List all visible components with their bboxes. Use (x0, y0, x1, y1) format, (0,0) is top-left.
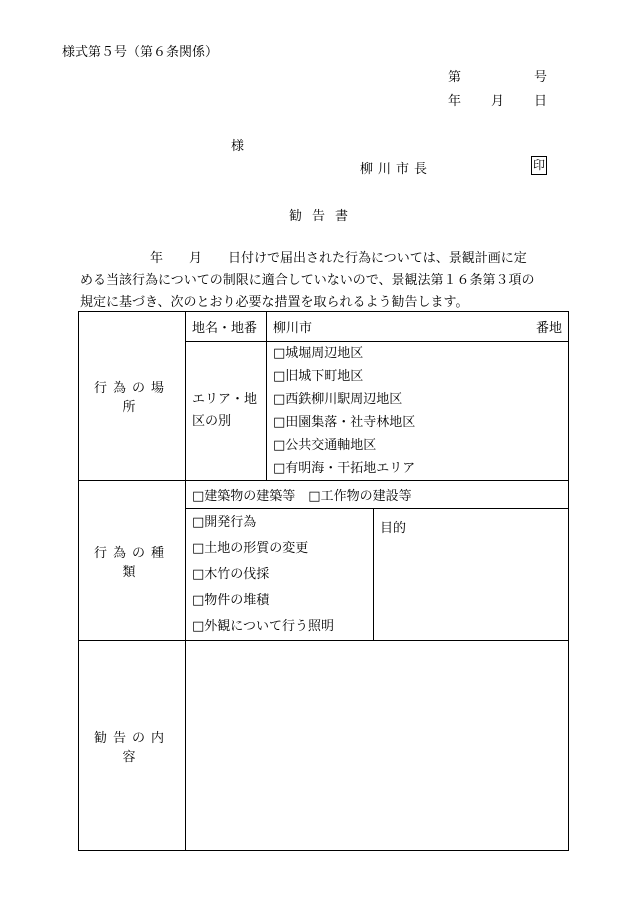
issuer-name: 柳川市長 (360, 162, 433, 177)
area-option[interactable]: □有明海・干拓地エリア (273, 461, 416, 476)
body-line-2: める当該行為についての制限に適合していないので、景観法第１６条第３項の (80, 273, 535, 288)
form-number: 様式第５号（第６条関係） (62, 45, 219, 60)
address-field[interactable] (267, 312, 569, 342)
body-line-3: 規定に基づき、次のとおり必要な措置を取られるよう勧告します。 (80, 295, 469, 310)
building-options[interactable]: □建築物の建築等 □工作物の建設等 (186, 481, 569, 509)
area-option[interactable]: □西鉄柳川駅周辺地区 (273, 392, 403, 407)
area-label: エリア・地区の別 (186, 342, 267, 481)
recommendation-table (78, 311, 569, 851)
content-field[interactable] (186, 641, 569, 851)
area-option[interactable]: □公共交通軸地区 (273, 438, 377, 453)
act-option[interactable]: □土地の形質の変更 (192, 540, 309, 556)
act-option[interactable]: □木竹の伐採 (192, 566, 270, 582)
act-option[interactable]: □物件の堆積 (192, 592, 270, 608)
date-day-label: 日 (534, 94, 548, 109)
area-option[interactable]: □城堀周辺地区 (273, 346, 364, 361)
document-title: 勧告書 (289, 209, 359, 224)
address-city: 柳川市 (273, 321, 313, 336)
act-option[interactable]: □外観について行う照明 (192, 618, 335, 634)
address-banchi: 番地 (535, 321, 562, 336)
purpose-field[interactable] (374, 509, 569, 641)
date-year-label: 年 (448, 94, 462, 109)
seal-mark: 印 (531, 156, 547, 175)
area-option[interactable]: □田園集落・社寺林地区 (273, 415, 416, 430)
document-number-prefix: 第 (448, 70, 462, 85)
act-options (186, 509, 374, 641)
content-label: 勧告の内容 (79, 641, 186, 851)
place-label: 行為の場所 (79, 312, 186, 481)
addressee-suffix: 様 (231, 139, 245, 154)
address-label: 地名・地番 (186, 312, 267, 342)
document-number-suffix: 号 (534, 70, 548, 85)
purpose-label: 目的 (380, 521, 407, 536)
type-label: 行為の種類 (79, 481, 186, 641)
date-month-label: 月 (491, 94, 505, 109)
act-option[interactable]: □開発行為 (192, 514, 257, 530)
area-options (267, 342, 569, 481)
body-line-1: 年 月 日付けで届出された行為については、景観計画に定 (150, 251, 527, 266)
body-text (80, 248, 572, 314)
area-option[interactable]: □旧城下町地区 (273, 369, 364, 384)
